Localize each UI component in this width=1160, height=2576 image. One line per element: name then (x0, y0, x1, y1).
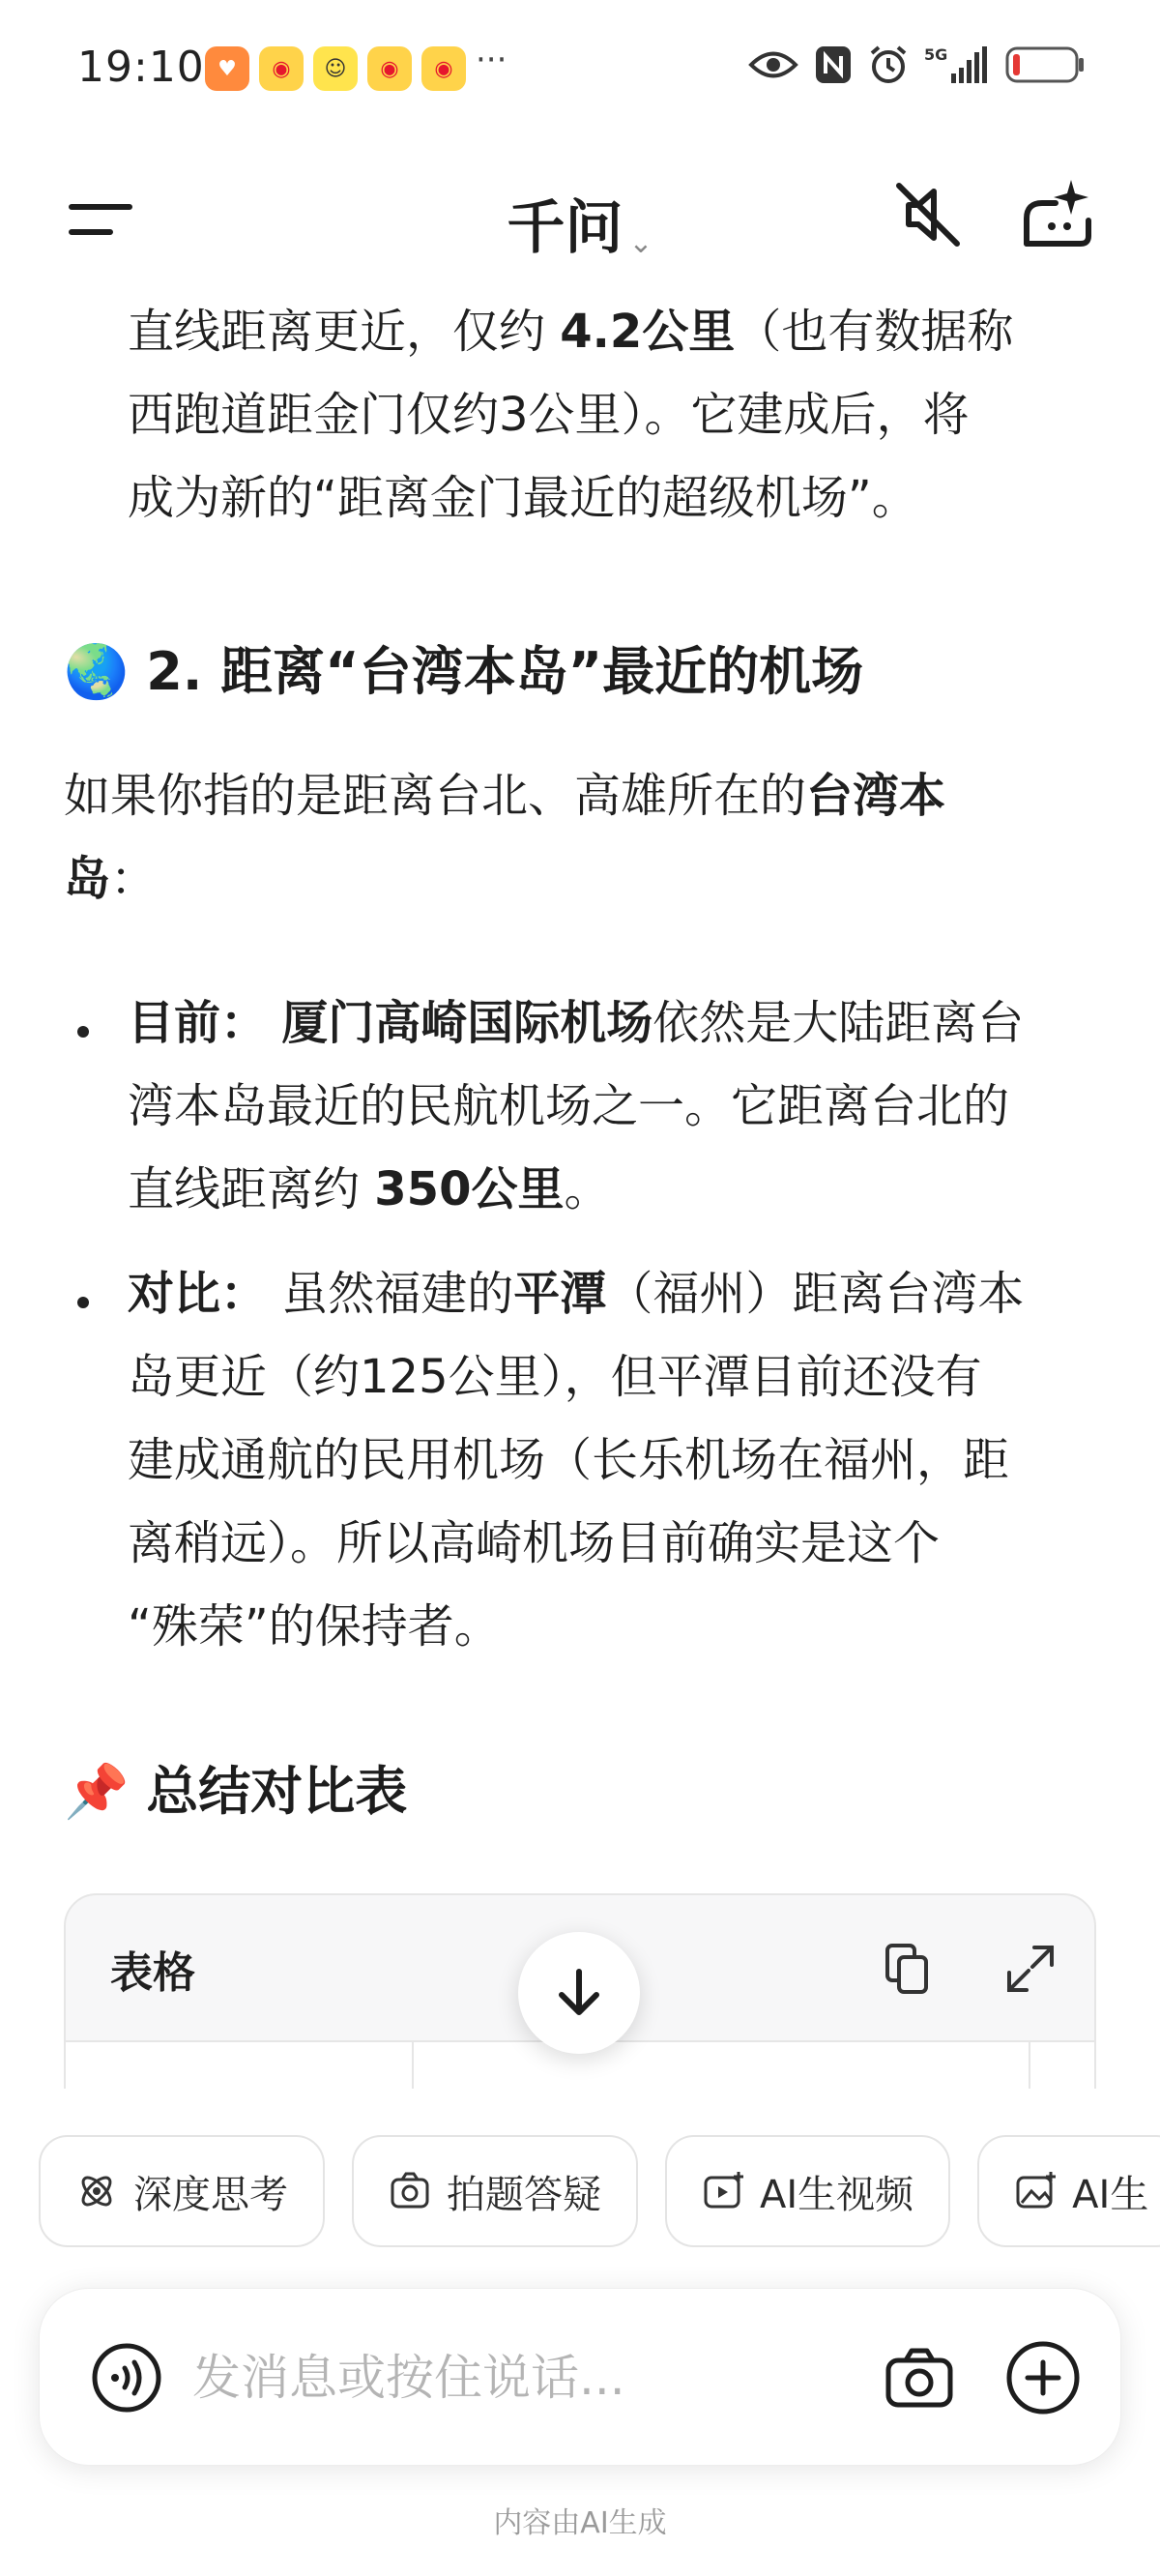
mute-button[interactable] (889, 176, 967, 253)
status-time: 19:10 (77, 43, 205, 92)
table-column-divider (412, 2042, 414, 2089)
weibo-icon: ◉ (259, 46, 304, 91)
page-title: 千问 (507, 194, 624, 262)
text-line: 如果你指的是距离台北、高雄所在的台湾本 (64, 769, 946, 823)
sparkle-chat-icon (1017, 174, 1098, 255)
camera-icon (881, 2339, 958, 2416)
text-line: 直线距离更近，仅约 4.2公里（也有数据称 (128, 305, 1014, 359)
heart-app-icon: ♥ (205, 46, 249, 91)
message-input-bar (39, 2288, 1121, 2466)
signal-icon (924, 44, 990, 85)
svg-text:5G: 5G (924, 45, 948, 64)
text-line: 岛更近（约125公里），但平潭目前还没有 (128, 1350, 982, 1404)
model-selector[interactable] (0, 182, 1160, 265)
chat-response (0, 290, 1160, 2089)
voice-button[interactable] (88, 2339, 165, 2416)
app-header (0, 155, 1160, 280)
video-plus-icon (702, 2170, 744, 2212)
text-line: 湾本岛最近的民航机场之一。它距离台北的 (128, 1079, 1010, 1133)
more-notifications-icon: ··· (476, 41, 508, 79)
section-heading: 📌 总结对比表 (64, 1758, 407, 1826)
bullet-icon (77, 1026, 89, 1038)
text-line: 目前： 厦门高崎国际机场依然是大陆距离台 (128, 996, 1025, 1050)
alarm-icon (868, 44, 909, 85)
text-line: 直线距离约 350公里。 (128, 1162, 611, 1216)
add-attachment-button[interactable] (1002, 2337, 1084, 2418)
new-chat-button[interactable] (1017, 174, 1098, 255)
camera-button[interactable] (881, 2339, 958, 2416)
section-intro (64, 754, 945, 921)
voice-wave-icon (88, 2339, 165, 2416)
copy-button[interactable] (880, 1940, 938, 1998)
list-item (128, 981, 1024, 1231)
app-notification-icon: ☺ (313, 46, 358, 91)
chip-photo-question[interactable]: 拍题答疑 (352, 2135, 638, 2247)
atom-icon (75, 2170, 118, 2212)
quick-actions (39, 2135, 1160, 2251)
battery-icon (1005, 44, 1087, 85)
camera-scan-icon (389, 2170, 431, 2212)
text-line: 成为新的“距离金门最近的超级机场”。 (128, 471, 918, 525)
section-heading: 🌏 2. 距离“台湾本岛”最近的机场 (64, 638, 863, 706)
image-plus-icon (1014, 2170, 1057, 2212)
weibo-icon: ◉ (367, 46, 412, 91)
chevron-down-icon: ⌄ (628, 226, 653, 260)
status-bar (0, 0, 1160, 135)
response-text (128, 290, 1013, 540)
weibo-icon: ◉ (421, 46, 466, 91)
arrow-down-icon (554, 1966, 604, 2020)
text-line: 对比： 虽然福建的平潭（福州）距离台湾本 (128, 1267, 1025, 1321)
pushpin-icon: 📌 (64, 1761, 130, 1822)
text-line: “殊荣”的保持者。 (128, 1599, 501, 1654)
plus-circle-icon (1002, 2337, 1084, 2418)
nfc-icon (814, 44, 853, 85)
text-line: 建成通航的民用机场（长乐机场在福州，距 (128, 1433, 1010, 1487)
table-column-divider (1029, 2042, 1030, 2089)
copy-icon (880, 1940, 938, 1998)
table-label: 表格 (110, 1948, 195, 1998)
chip-ai-video[interactable]: AI生视频 (665, 2135, 950, 2247)
system-icons (748, 44, 1087, 85)
speaker-muted-icon (889, 176, 967, 253)
text-line: 西跑道距金门仅约3公里）。它建成后，将 (128, 388, 970, 442)
bullet-icon (77, 1297, 89, 1308)
globe-icon: 🌏 (64, 641, 130, 702)
eye-icon (748, 48, 798, 81)
ai-disclaimer: 内容由AI生成 (493, 2506, 667, 2540)
list-item (128, 1252, 1024, 1668)
chip-deep-thinking[interactable]: 深度思考 (39, 2135, 325, 2247)
expand-button[interactable] (1001, 1940, 1059, 1998)
message-input[interactable]: 发消息或按住说话... (192, 2350, 625, 2406)
expand-icon (1001, 1940, 1059, 1998)
chip-ai-image[interactable]: AI生 (977, 2135, 1160, 2247)
scroll-to-bottom-button[interactable] (518, 1932, 640, 2054)
text-line: 离稍远）。所以高崎机场目前确实是这个 (128, 1516, 941, 1570)
text-line: 岛： (64, 852, 158, 906)
notification-icons (205, 46, 466, 91)
